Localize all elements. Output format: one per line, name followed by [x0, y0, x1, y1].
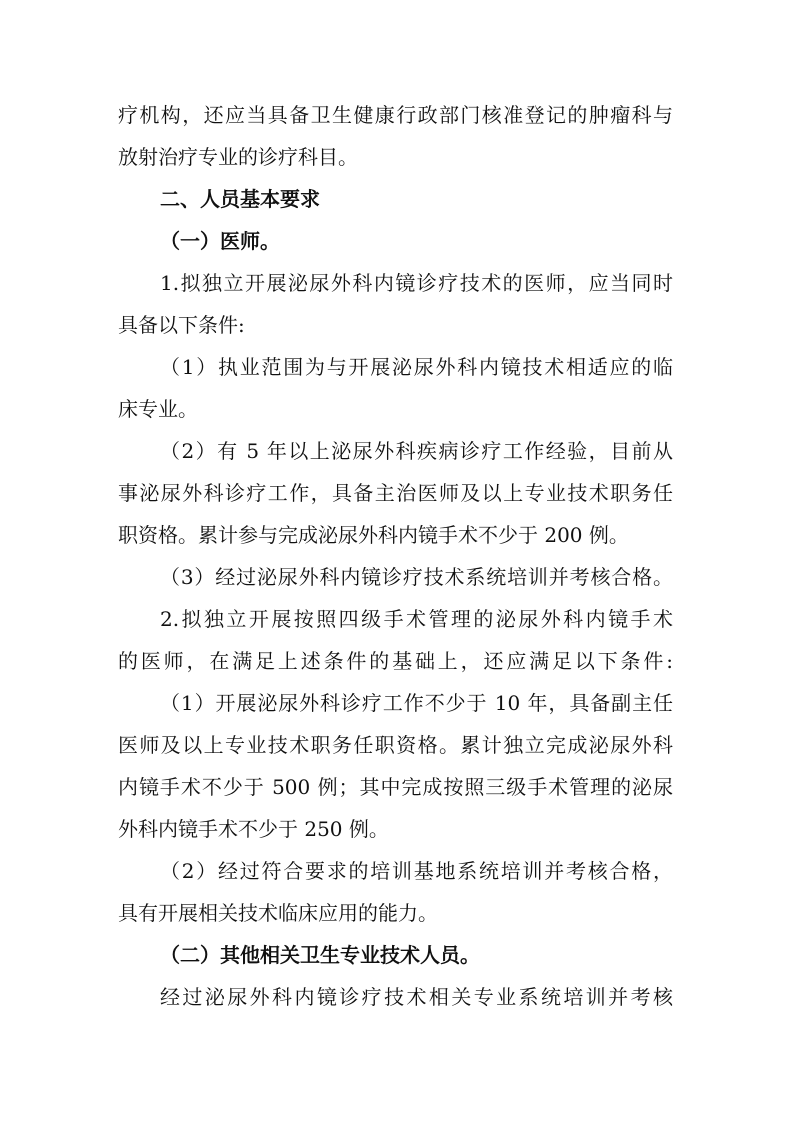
body-text-line: 经过泌尿外科内镜诊疗技术相关专业系统培训并考核	[160, 985, 673, 1009]
body-text-line: 床专业。	[118, 397, 198, 421]
subsection-heading: （一）医师。	[160, 229, 280, 253]
body-text-line: 事泌尿外科诊疗工作，具备主治医师及以上专业技术职务任	[118, 481, 673, 505]
body-text-line: （1）执业范围为与开展泌尿外科内镜技术相适应的临	[160, 355, 673, 379]
section-heading: 二、人员基本要求	[160, 187, 320, 211]
body-text-line: 1.拟独立开展泌尿外科内镜诊疗技术的医师，应当同时	[160, 271, 673, 295]
body-text-line: 职资格。累计参与完成泌尿外科内镜手术不少于 200 例。	[118, 523, 629, 547]
body-text-line: 2.拟独立开展按照四级手术管理的泌尿外科内镜手术	[160, 607, 673, 631]
body-text-line: 放射治疗专业的诊疗科目。	[118, 145, 358, 169]
body-text-line: （2）经过符合要求的培训基地系统培训并考核合格，	[160, 859, 673, 883]
body-text-line: 具备以下条件:	[118, 313, 245, 337]
body-text-line: （1）开展泌尿外科诊疗工作不少于 10 年，具备副主任	[160, 691, 673, 715]
body-text-line: 外科内镜手术不少于 250 例。	[118, 817, 389, 841]
body-text-line: 具有开展相关技术临床应用的能力。	[118, 901, 438, 925]
body-text-line: （3）经过泌尿外科内镜诊疗技术系统培训并考核合格。	[160, 565, 673, 589]
body-text-line: 医师及以上专业技术职务任职资格。累计独立完成泌尿外科	[118, 733, 673, 757]
body-text-line: 的医师，在满足上述条件的基础上，还应满足以下条件:	[118, 649, 673, 673]
body-text-line: （2）有 5 年以上泌尿外科疾病诊疗工作经验，目前从	[160, 439, 673, 463]
body-text-line: 疗机构，还应当具备卫生健康行政部门核准登记的肿瘤科与	[118, 103, 673, 127]
body-text-line: 内镜手术不少于 500 例；其中完成按照三级手术管理的泌尿	[118, 775, 673, 799]
subsection-heading: （二）其他相关卫生专业技术人员。	[160, 943, 480, 967]
